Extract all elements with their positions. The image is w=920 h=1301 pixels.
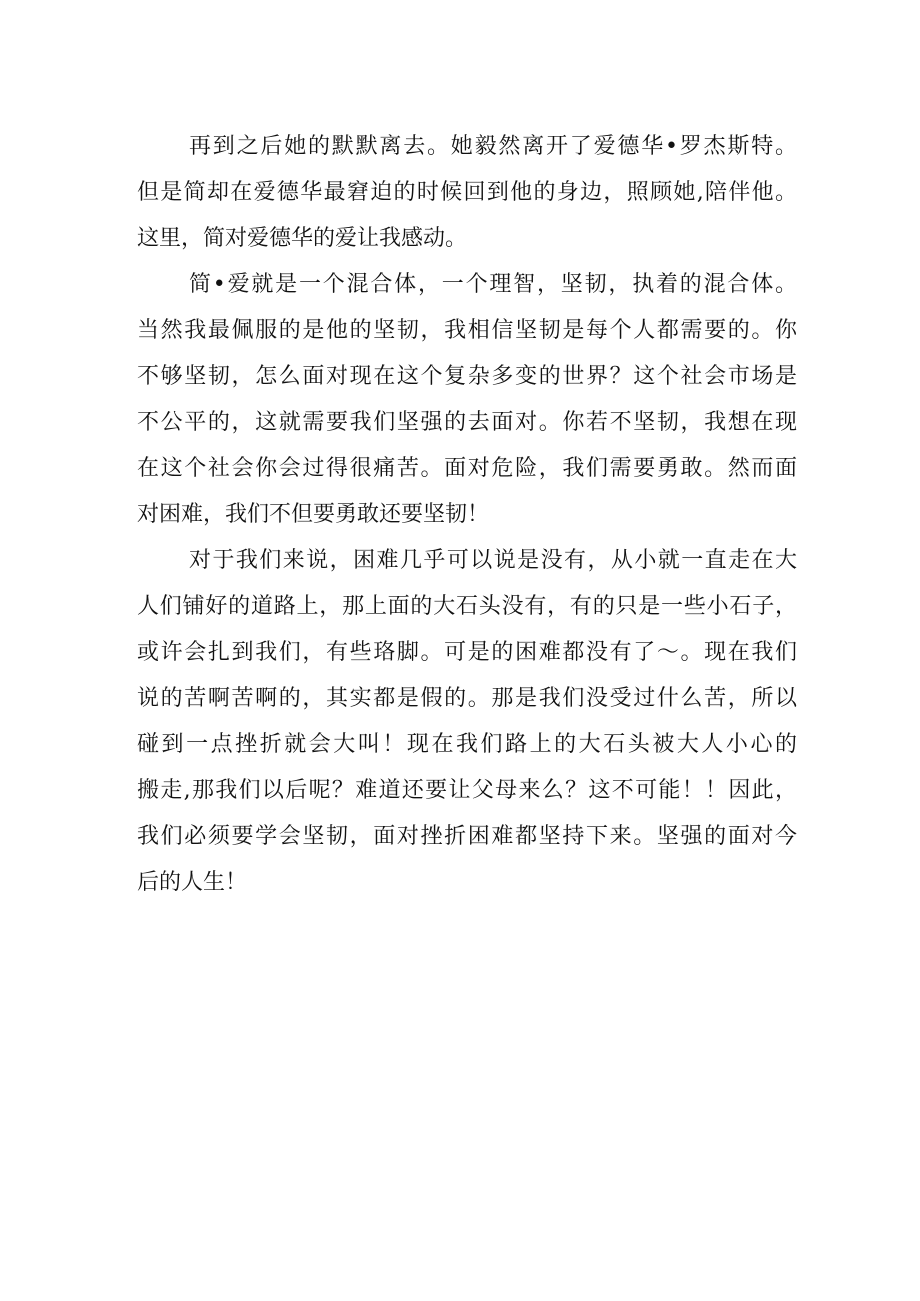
text-line: 在这个社会你会过得很痛苦。面对危险，我们需要勇敢。然而面 [137,456,797,481]
text-line: 但是简却在爱德华最窘迫的时候回到他的身边，照顾她,陪伴他。 [137,180,797,205]
paragraph [137,262,797,538]
text-line: 或许会扎到我们，有些珞脚。可是的困难都没有了～。现在我们 [137,640,797,665]
text-line: 再到之后她的默默离去。她毅然离开了爱德华•罗杰斯特。 [189,134,797,159]
text-line: 对于我们来说，困难几乎可以说是没有，从小就一直走在大 [189,548,797,573]
text-line: 不够坚韧，怎么面对现在这个复杂多变的世界？这个社会市场是 [137,364,797,389]
text-line: 简•爱就是一个混合体，一个理智，坚韧，执着的混合体。 [189,272,797,297]
text-line: 当然我最佩服的是他的坚韧，我相信坚韧是每个人都需要的。你 [137,318,797,343]
text-line: 我们必须要学会坚韧，面对挫折困难都坚持下来。坚强的面对今 [137,824,797,849]
body-text [137,124,797,906]
text-line: 人们铺好的道路上，那上面的大石头没有，有的只是一些小石子， [137,594,797,619]
text-line: 不公平的，这就需要我们坚强的去面对。你若不坚韧，我想在现 [137,410,797,435]
text-line: 说的苦啊苦啊的，其实都是假的。那是我们没受过什么苦，所以 [137,686,797,711]
paragraph [137,538,797,906]
text-line: 后的人生！ [137,870,248,895]
text-line: 碰到一点挫折就会大叫！现在我们路上的大石头被大人小心的 [137,732,797,757]
text-line: 对困难，我们不但要勇敢还要坚韧！ [137,502,490,527]
text-line: 搬走,那我们以后呢？难道还要让父母来么？这不可能！！因此， [137,778,797,803]
text-line: 这里，简对爱德华的爱让我感动。 [137,226,468,251]
paragraph [137,124,797,262]
